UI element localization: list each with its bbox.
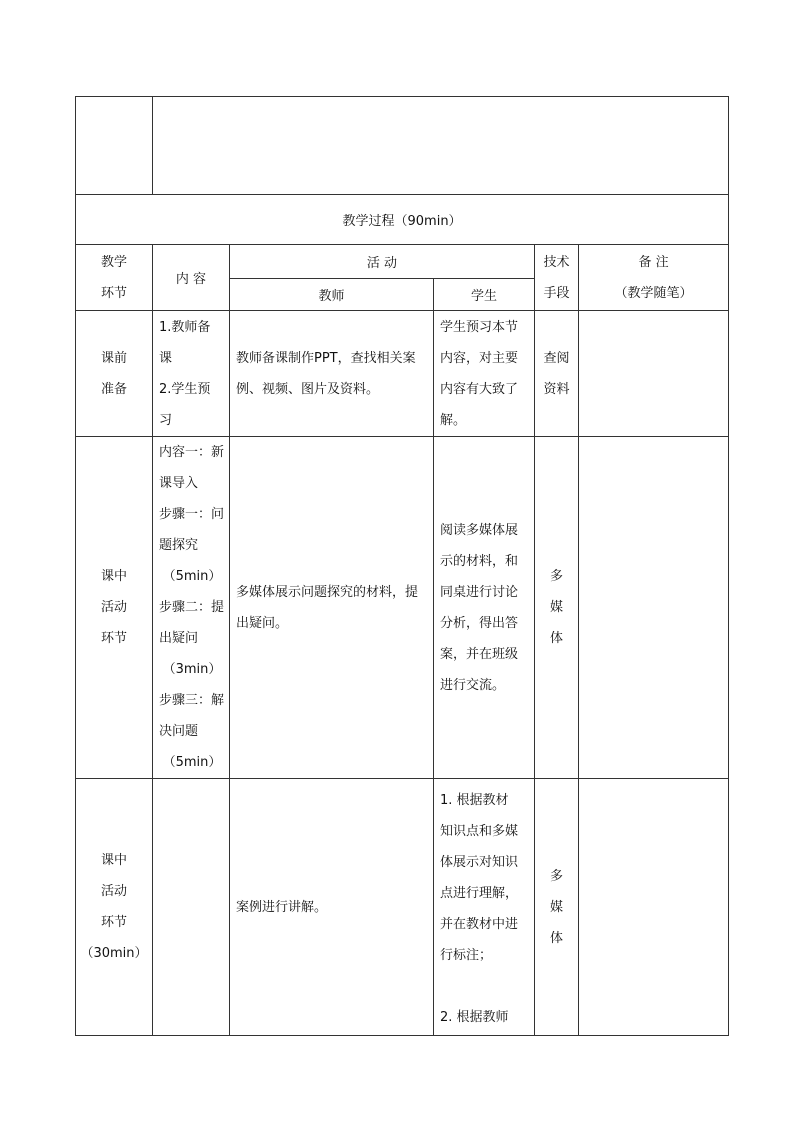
row3-tech: 多 媒 体 [535,779,579,1036]
header-row-1 [76,245,729,279]
header-notes: 备 注 （教学随笔） [579,245,729,311]
lesson-plan-table [75,96,729,1036]
process-title: 教学过程（90min） [76,195,729,245]
blank-cell-left [76,97,153,195]
row2-notes [579,437,729,779]
row3-notes [579,779,729,1036]
header-teacher: 教师 [230,279,434,311]
row2-student: 阅读多媒体展 示的材料，和 同桌进行讨论 分析，得出答 案，并在班级 进行交流。 [434,437,535,779]
row1-student: 学生预习本节 内容，对主要 内容有大致了 解。 [434,311,535,437]
table-row [76,311,729,437]
blank-cell-right [153,97,729,195]
row2-content: 内容一：新 课导入 步骤一：问 题探究 （5min） 步骤二：提 出疑问 （3min） 步骤三：解 决问题 （5min） [153,437,230,779]
header-tech: 技术 手段 [535,245,579,311]
row2-teacher: 多媒体展示问题探究的材料，提出疑问。 [230,437,434,779]
row1-notes [579,311,729,437]
blank-row [76,97,729,195]
header-stage: 教学 环节 [76,245,153,311]
header-student: 学生 [434,279,535,311]
header-content: 内 容 [153,245,230,311]
row1-teacher: 教师备课制作PPT，查找相关案例、视频、图片及资料。 [230,311,434,437]
row1-stage: 课前 准备 [76,311,153,437]
row2-stage: 课中 活动 环节 [76,437,153,779]
header-activity: 活 动 [230,245,535,279]
row3-stage: 课中 活动 环节 （30min） [76,779,153,1036]
table-row [76,779,729,1036]
title-row [76,195,729,245]
row1-tech: 查阅 资料 [535,311,579,437]
table-row [76,437,729,779]
row3-teacher: 案例进行讲解。 [230,779,434,1036]
row3-student: 1. 根据教材 知识点和多媒 体展示对知识 点进行理解， 并在教材中进 行标注； 2. 根据教师 [434,779,535,1036]
row2-tech: 多 媒 体 [535,437,579,779]
row1-content: 1.教师备 课 2.学生预 习 [153,311,230,437]
row3-content [153,779,230,1036]
